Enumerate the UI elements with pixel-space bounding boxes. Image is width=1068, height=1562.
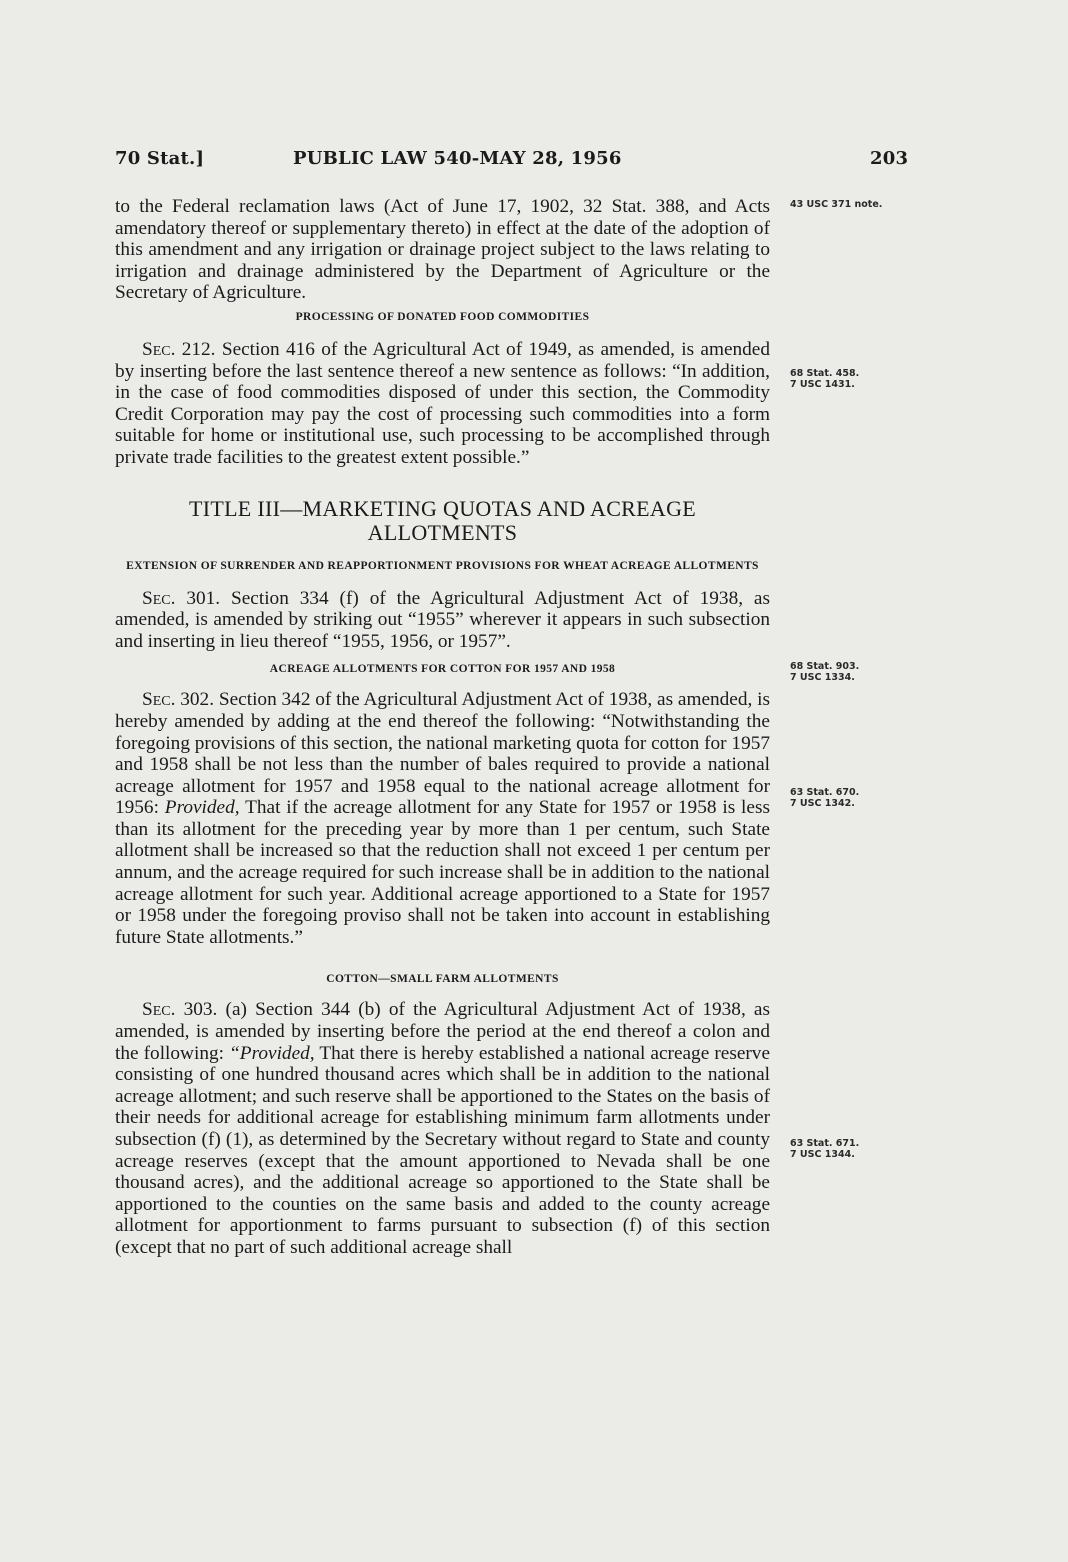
title-iii-heading: TITLE III—MARKETING QUOTAS AND ACREAGE ALLOTMENTS: [188, 495, 697, 545]
section-text-301: Section 334 (f) of the Agricultural Adjustment Act of 1938, as amended, is amended by striking out “1955” wherever it appears in such subsection and inserting in lieu thereof “1955, 1956, or 1957”.: [115, 587, 770, 652]
section-label-212: Sec. 212.: [142, 338, 216, 360]
section-label-302: Sec. 302.: [142, 689, 215, 711]
paragraph-continued: to the Federal reclamation laws (Act of June 17, 1902, 32 Stat. 388, and Acts amendatory thereof or supplementary thereto) in effect at the date of the adoption of this amendment and any irrigation or drainage project subject to the laws relating to irrigation and drainage administered by the Department of Agriculture or the Secretary of Agriculture.: [115, 196, 770, 304]
header-volume: 70 Stat.]: [115, 148, 205, 169]
section-label-303: Sec. 303.: [142, 999, 218, 1021]
header-title: PUBLIC LAW 540-MAY 28, 1956: [293, 148, 622, 169]
section-text-212: Section 416 of the Agricultural Act of 1949, as amended, is amended by inserting before the last sentence thereof a new sentence as follows: “In addition, in the case of food commodities disposed of under this section, the Commodity Credit Corporation may pay the cost of processing such commodities into a form suitable for home or institutional use, such processing to be accomplished through private trade facilities to the greatest extent possible.”: [115, 338, 771, 468]
paragraph-sec-212: [115, 339, 770, 469]
section-label-301: Sec. 301.: [142, 587, 221, 609]
heading-sec-302: ACREAGE ALLOTMENTS FOR COTTON FOR 1957 AND 1958: [269, 663, 616, 676]
section-text-302b: That if the acreage allotment for any State for 1957 or 1958 is less than its allotment for the preceding year by more than 1 per centum, such State allotment shall be increased so that the reduction shall not exceed 1 per centum per annum, and the acreage required for such increase shall be in addition to the national acreage allotment for such year. Additional acreage apportioned to a State for 1957 or 1958 under the foregoing proviso shall not be taken into account in establishing future State allotments.”: [115, 797, 770, 948]
body-column: [115, 196, 770, 1259]
heading-sec-212: PROCESSING OF DONATED FOOD COMMODITIES: [295, 310, 590, 323]
section-text-303a: (a) Section 344 (b) of the Agricultural Adjustment Act of 1938, as amended, is amended by inserting before the period at the end thereof a colon and the following:: [115, 999, 770, 1064]
section-text-302a: Section 342 of the Agricultural Adjustment Act of 1938, as amended, is hereby amended by adding at the end thereof the following: “Notwithstanding the foregoing provisions of this section, the national marketing quota for cotton for 1957 and 1958 shall be not less than the number of bales required to provide a national acreage allotment for 1957 and 1958 equal to the national acreage allotment for 1956:: [115, 689, 771, 819]
margin-note-2: 68 Stat. 458. 7 USC 1431.: [790, 368, 860, 390]
proviso-303: “Provided,: [229, 1042, 315, 1064]
margin-note-5: 63 Stat. 671. 7 USC 1344.: [790, 1138, 860, 1160]
paragraph-sec-302: [115, 689, 770, 948]
paragraph-sec-303: [115, 999, 770, 1258]
page-number: 203: [870, 148, 909, 169]
margin-note-1: 43 USC 371 note.: [790, 199, 883, 210]
margin-note-3: 68 Stat. 903. 7 USC 1334.: [790, 661, 860, 683]
heading-sec-301: EXTENSION OF SURRENDER AND REAPPORTIONMENT PROVISIONS FOR WHEAT ACREAGE ALLOTMENTS: [126, 559, 759, 572]
margin-note-4: 63 Stat. 670. 7 USC 1342.: [790, 787, 860, 809]
paragraph-sec-301: [115, 588, 770, 653]
heading-sec-303: COTTON—SMALL FARM ALLOTMENTS: [326, 973, 559, 986]
section-text-303b: That there is hereby established a national acreage reserve consisting of one hundred thousand acres which shall be in addition to the national acreage allotment; and such reserve shall be apportioned to the States on the basis of their needs for additional acreage for establishing minimum farm allotments under subsection (f) (1), as determined by the Secretary without regard to State and county acreage reserves (except that the amount apportioned to Nevada shall be one thousand acres), and the additional acreage so apportioned to the State shall be apportioned to the counties on the same basis and added to the county acreage allotment for apportionment to farms pursuant to subsection (f) of this section (except that no part of such additional acreage shall: [115, 1042, 770, 1258]
proviso-302: Provided,: [164, 797, 240, 819]
